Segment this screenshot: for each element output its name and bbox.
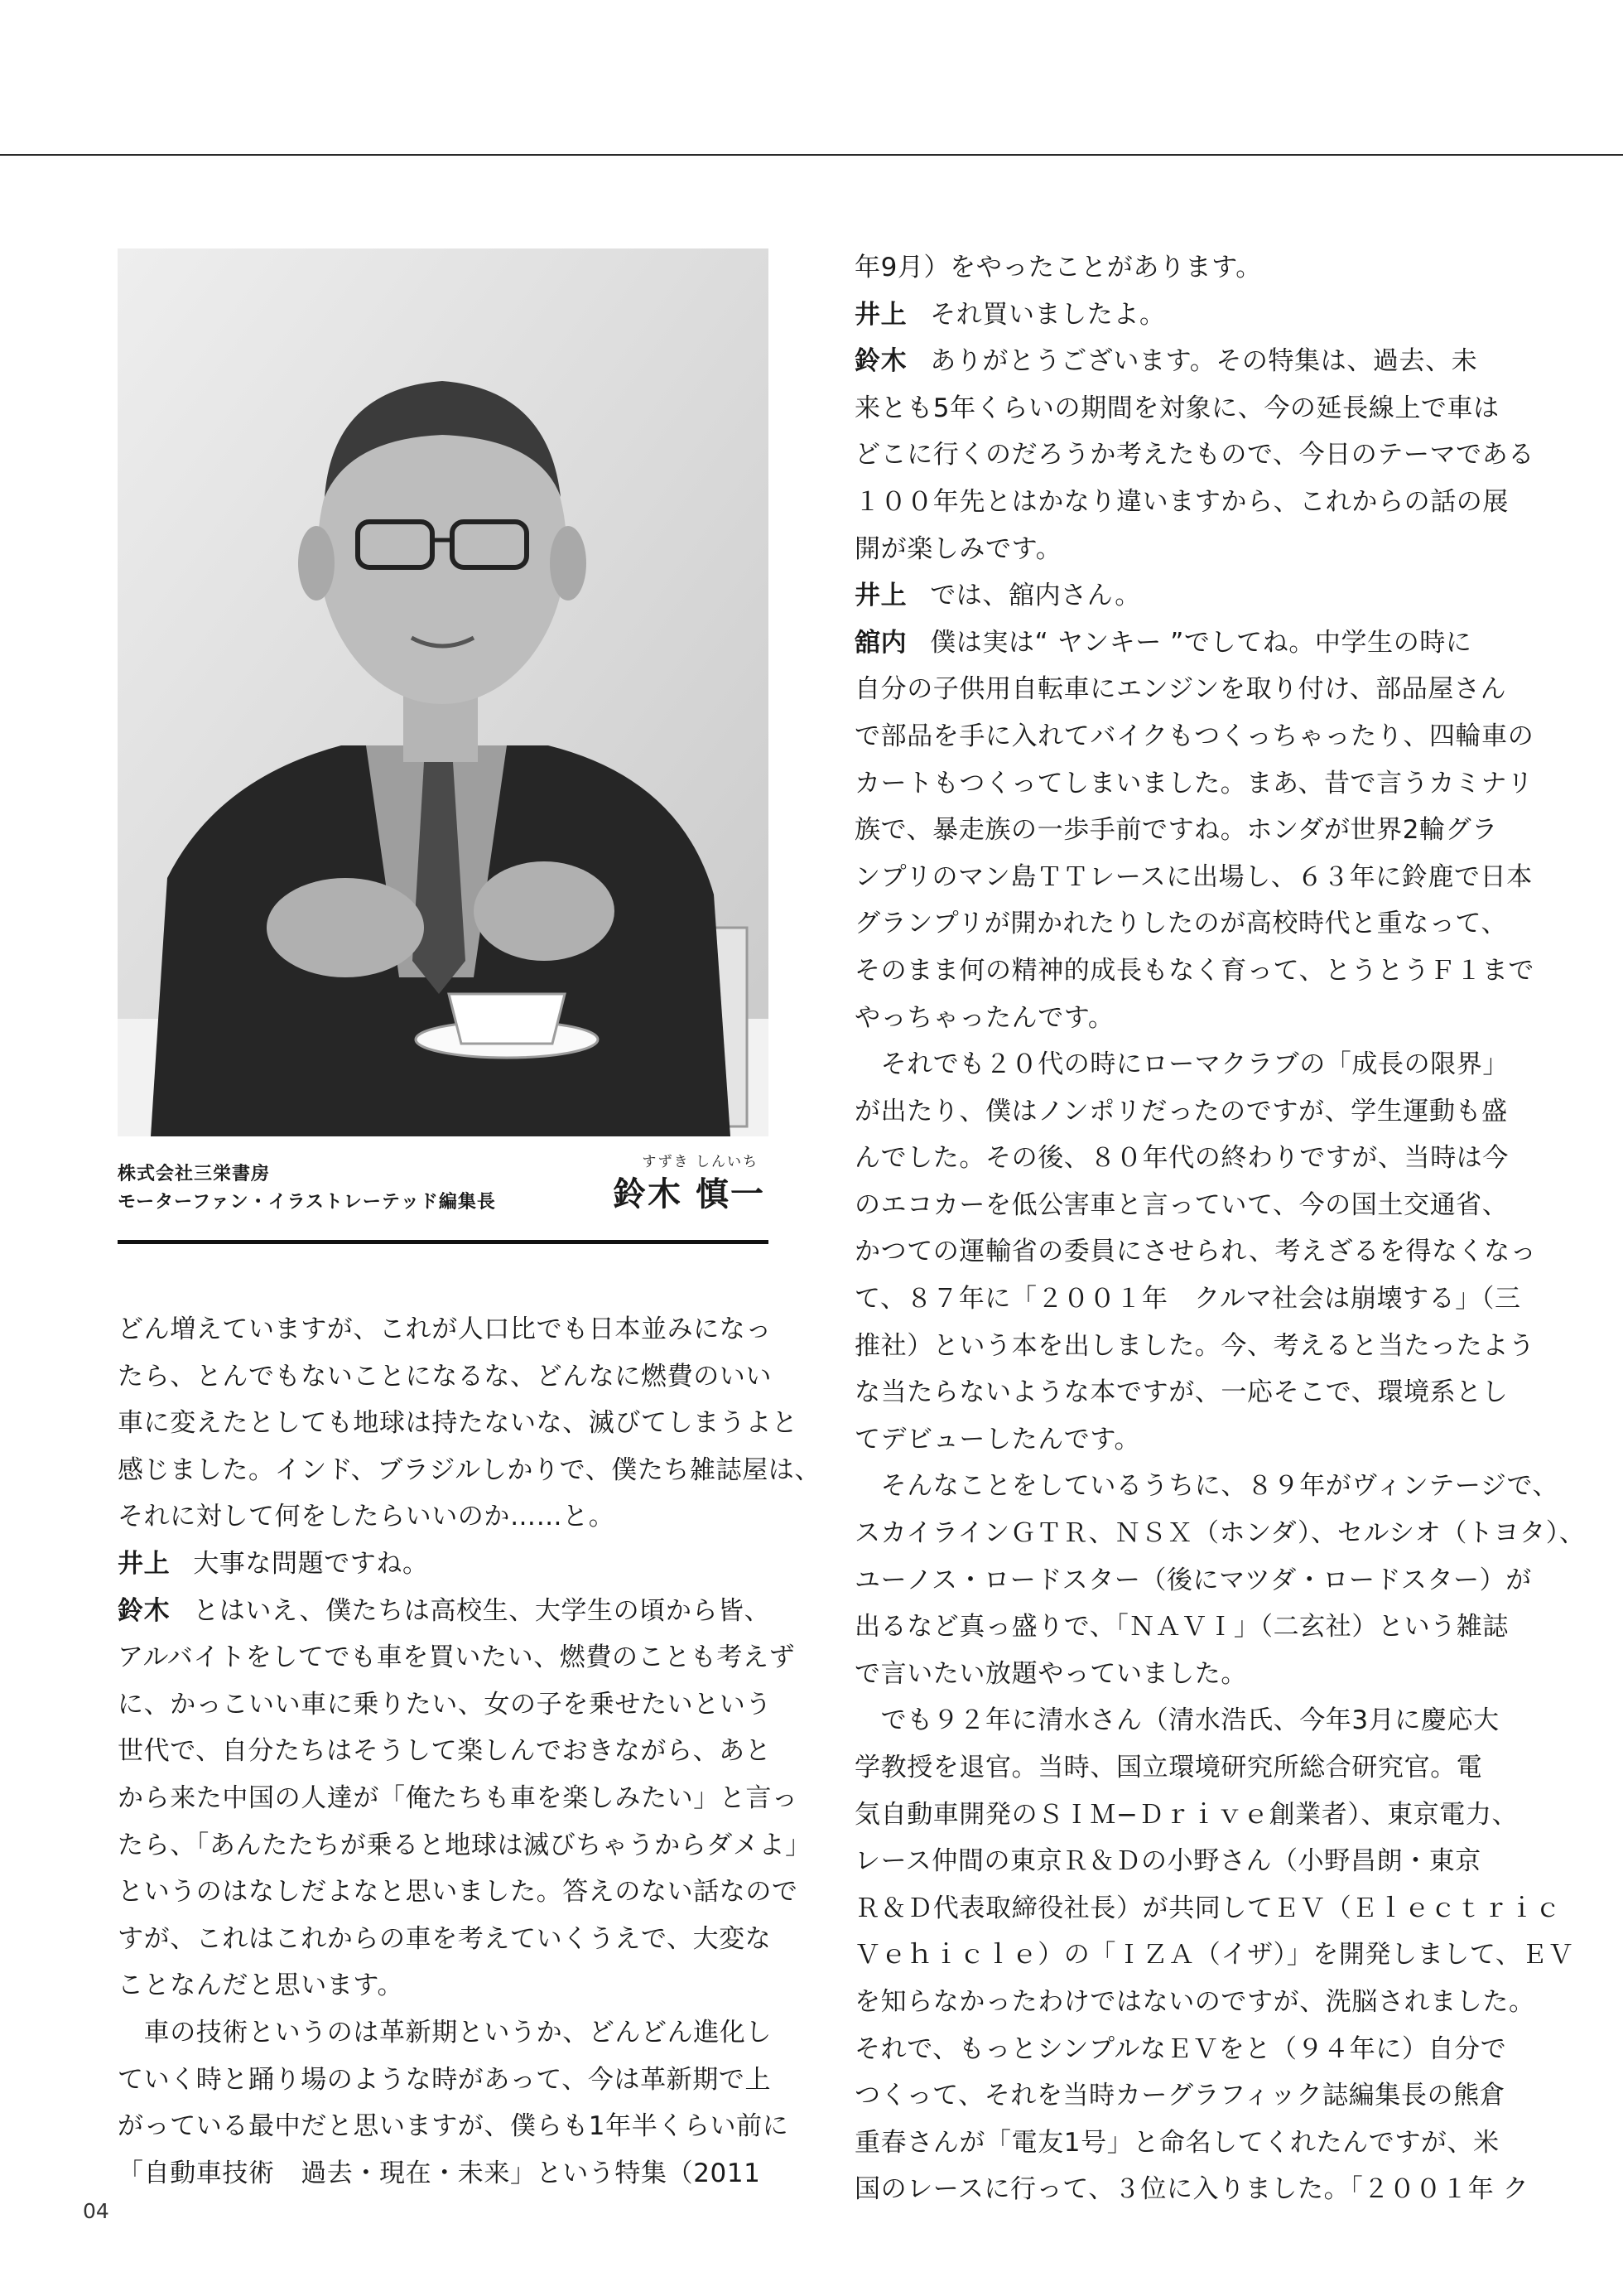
line-text: 年9月）をやったことがあります。 <box>855 253 1262 282</box>
photo-caption <box>118 1150 768 1241</box>
text-line <box>855 1604 1517 1651</box>
line-text: 出るなど真っ盛りで、「ＮＡＶＩ」（二玄社）という雑誌 <box>855 1612 1509 1642</box>
speaker-label: 鈴木 <box>855 346 908 377</box>
line-text: 車の技術というのは革新期というか、どんどん進化し <box>118 2017 772 2048</box>
line-text: が出たり、僕はノンポリだったのですが、学生運動も盛 <box>855 1096 1508 1126</box>
text-line <box>855 995 1517 1042</box>
line-text: とはいえ、僕たちは高校生、大学生の頃から皆、 <box>193 1595 771 1626</box>
text-line <box>855 1135 1517 1182</box>
line-text: で部品を手に入れてバイクもつくっちゃったり、四輪車の <box>855 721 1534 751</box>
text-line <box>118 1400 798 1447</box>
left-text-column <box>118 1306 821 2197</box>
line-text: ことなんだと思います。 <box>118 1970 404 2001</box>
text-line <box>855 1369 1517 1416</box>
line-text: そのまま何の精神的成長もなく育って、とうとうＦ１まで <box>855 955 1534 986</box>
page-number: 04 <box>83 2199 109 2223</box>
line-text: て、８７年に「２００１年 クルマ社会は崩壊する」（三 <box>855 1284 1521 1314</box>
text-line <box>118 1588 780 1635</box>
text-line <box>855 2120 1517 2167</box>
line-text: 重春さんが「電友1号」と命名してくれたんですが、米 <box>855 2127 1500 2158</box>
line-text: 車に変えたとしても地球は持たないな、滅びてしまうよと <box>118 1408 798 1439</box>
text-line <box>855 1276 1521 1323</box>
line-text: カートもつくってしまいました。まあ、昔で言うカミナリ <box>855 768 1534 798</box>
text-line <box>855 854 1533 901</box>
line-text: 「自動車技術 過去・現在・未来」という特集（2011 <box>118 2158 761 2188</box>
portrait-photo <box>118 248 768 1136</box>
text-line <box>118 1916 780 1963</box>
text-line <box>118 1447 821 1494</box>
text-line <box>855 1651 1517 1698</box>
text-line <box>855 1323 1535 1370</box>
caption-name-reading: すずき しんいち <box>642 1154 759 1170</box>
text-line <box>855 620 1517 667</box>
text-line <box>855 292 1517 339</box>
text-line <box>855 1228 1537 1276</box>
text-line <box>855 338 1517 385</box>
text-line <box>118 1681 780 1729</box>
text-line <box>118 1353 780 1401</box>
text-line <box>118 1728 780 1775</box>
line-text: てデビューしたんです。 <box>855 1424 1141 1454</box>
text-line <box>855 432 1534 479</box>
text-line <box>855 900 1517 948</box>
right-text-column <box>855 244 1586 2213</box>
text-line <box>855 666 1517 713</box>
text-line <box>855 948 1534 995</box>
text-line <box>855 1979 1535 2026</box>
text-line <box>118 2009 780 2057</box>
line-text: 感じました。インド、ブラジルしかりで、僕たち雑誌屋は、 <box>118 1454 821 1485</box>
line-text: 推社）という本を出しました。今、考えると当たったよう <box>855 1330 1535 1361</box>
line-text: Ｒ＆Ｄ代表取締役社長）が共同してＥＶ（Ｅｌｅｃｔｒｉｃ <box>855 1893 1562 1923</box>
text-line <box>855 244 1517 292</box>
header-rule <box>0 154 1623 156</box>
text-line <box>118 2057 780 2104</box>
line-text: かつての運輸省の委員にさせられ、考えざるを得なくなっ <box>855 1237 1537 1267</box>
line-text: ユーノス・ロードスター（後にマツダ・ロードスター）が <box>855 1565 1532 1595</box>
line-text: のエコカーを低公害車と言っていて、今の国土交通省、 <box>855 1189 1509 1220</box>
line-text: それで、もっとシンプルなＥＶをと（９４年に）自分で <box>855 2033 1507 2064</box>
line-text: 大事な問題ですね。 <box>193 1548 429 1579</box>
text-line <box>118 1775 798 1822</box>
line-text: Ｖｅｈｉｃｌｅ）の「ＩＺＡ（イザ）」を開発しまして、ＥＶ <box>855 1940 1574 1970</box>
line-text: すが、これはこれからの車を考えていくうえで、大変な <box>118 1923 772 1954</box>
text-line <box>855 1041 1517 1088</box>
caption-role: モーターファン・イラストレーテッド編集長 <box>118 1191 496 1213</box>
text-line <box>855 1182 1517 1229</box>
speaker-label: 井上 <box>118 1548 171 1579</box>
line-text: 族で、暴走族の一歩手前ですね。ホンダが世界2輪グラ <box>855 815 1498 846</box>
line-text: 気自動車開発のＳＩＭ−Ｄｒｉｖｅ創業者）、東京電力、 <box>855 1799 1519 1830</box>
speaker-label: 舘内 <box>855 627 908 658</box>
text-line <box>855 2026 1517 2073</box>
text-line <box>855 2072 1517 2120</box>
text-line <box>118 2150 780 2197</box>
line-text: 来とも5年くらいの期間を対象に、今の延長線上で車は <box>855 393 1500 423</box>
text-line <box>855 1416 1517 1464</box>
line-text: やっちゃったんです。 <box>855 1002 1115 1033</box>
speaker-label: 井上 <box>855 299 908 330</box>
line-text: アルバイトをしてでも車を買いたい、燃費のことも考えず <box>118 1642 796 1673</box>
line-text: ありがとうございます。その特集は、過去、未 <box>930 346 1478 377</box>
line-text: グランプリが開かれたりしたのが高校時代と重なって、 <box>855 909 1508 939</box>
line-text: どこに行くのだろうか考えたもので、今日のテーマである <box>855 440 1534 470</box>
line-text: 国のレースに行って、３位に入りました。「２００１年 ク <box>855 2174 1529 2205</box>
text-line <box>855 1932 1574 1979</box>
line-text: ンプリのマン島ＴＴレースに出場し、６３年に鈴鹿で日本 <box>855 861 1533 892</box>
text-line <box>118 1493 780 1541</box>
text-line <box>855 385 1517 432</box>
speaker-label: 井上 <box>855 581 908 611</box>
line-text: でも９２年に清水さん（清水浩氏、今年3月に慶応大 <box>855 1705 1500 1736</box>
caption-company: 株式会社三栄書房 <box>118 1163 271 1184</box>
text-line <box>855 479 1517 526</box>
text-line <box>118 1306 780 1353</box>
line-text: たら、とんでもないことになるな、どんなに燃費のいい <box>118 1361 772 1392</box>
line-text: 世代で、自分たちはそうして楽しんでおきながら、あと <box>118 1736 772 1767</box>
line-text: を知らなかったわけではないのですが、洗脳されました。 <box>855 1986 1535 2017</box>
text-line <box>118 1541 780 1588</box>
text-line <box>855 1792 1517 1839</box>
line-text: というのはなしだよなと思いました。答えのない話なので <box>118 1877 798 1908</box>
text-line <box>855 1838 1517 1885</box>
text-line <box>855 1088 1517 1136</box>
line-text: な当たらないような本ですが、一応そこで、環境系とし <box>855 1377 1509 1408</box>
line-text: ていく時と踊り場のような時があって、今は革新期で上 <box>118 2064 772 2095</box>
line-text: では、舘内さん。 <box>930 581 1141 611</box>
text-line <box>118 1869 798 1916</box>
text-line <box>855 2166 1529 2213</box>
text-line <box>855 713 1534 760</box>
text-line <box>118 2103 789 2150</box>
line-text: がっている最中だと思いますが、僕らも1年半くらい前に <box>118 2111 789 2142</box>
line-text: それでも２０代の時にローマクラブの「成長の限界」 <box>855 1049 1509 1080</box>
text-line <box>118 1822 812 1869</box>
text-line <box>855 1744 1517 1792</box>
line-text: 開が楽しみです。 <box>855 533 1062 564</box>
text-line <box>855 572 1517 620</box>
line-text: レース仲間の東京Ｒ＆Ｄの小野さん（小野昌朗・東京 <box>855 1846 1481 1877</box>
line-text: そんなことをしているうちに、８９年がヴィンテージで、 <box>855 1471 1559 1502</box>
line-text: 学教授を退官。当時、国立環境研究所総合研究官。電 <box>855 1753 1483 1782</box>
text-line <box>855 1557 1532 1604</box>
line-text: それ買いましたよ。 <box>930 299 1166 330</box>
line-text: つくって、それを当時カーグラフィック誌編集長の熊倉 <box>855 2081 1506 2111</box>
line-text: それに対して何をしたらいいのか……と。 <box>118 1502 615 1532</box>
caption-rule <box>118 1240 768 1244</box>
line-text: 僕は実は“ ヤンキー ”でしてね。中学生の時に <box>930 627 1472 658</box>
line-text: に、かっこいい車に乗りたい、女の子を乗せたいという <box>118 1689 772 1720</box>
portrait-illustration <box>118 248 768 1136</box>
line-text: で言いたい放題やっていました。 <box>855 1658 1247 1689</box>
text-line <box>118 1634 796 1681</box>
caption-name: 鈴木 慎一 <box>613 1175 765 1213</box>
line-text: んでした。その後、８０年代の終わりですが、当時は今 <box>855 1143 1509 1174</box>
line-text: どん増えていますが、これが人口比でも日本並みになっ <box>118 1314 772 1344</box>
text-line <box>855 1697 1517 1744</box>
line-text: たら、「あんたたちが乗ると地球は滅びちゃうからダメよ」 <box>118 1830 812 1860</box>
text-line <box>855 760 1534 808</box>
line-text: から来た中国の人達が「俺たちも車を楽しみたい」と言っ <box>118 1782 798 1813</box>
text-line <box>855 807 1517 854</box>
text-line <box>855 1510 1586 1557</box>
line-text: １００年先とはかなり違いますから、これからの話の展 <box>855 486 1509 517</box>
speaker-label: 鈴木 <box>118 1595 171 1626</box>
line-text: 自分の子供用自転車にエンジンを取り付け、部品屋さん <box>855 674 1507 705</box>
text-line <box>855 526 1517 573</box>
line-text: スカイラインＧＴＲ、ＮＳＸ（ホンダ）、セルシオ（トヨタ）、 <box>855 1518 1586 1549</box>
text-line <box>855 1463 1559 1510</box>
text-line <box>855 1885 1562 1932</box>
text-line <box>118 1962 780 2009</box>
